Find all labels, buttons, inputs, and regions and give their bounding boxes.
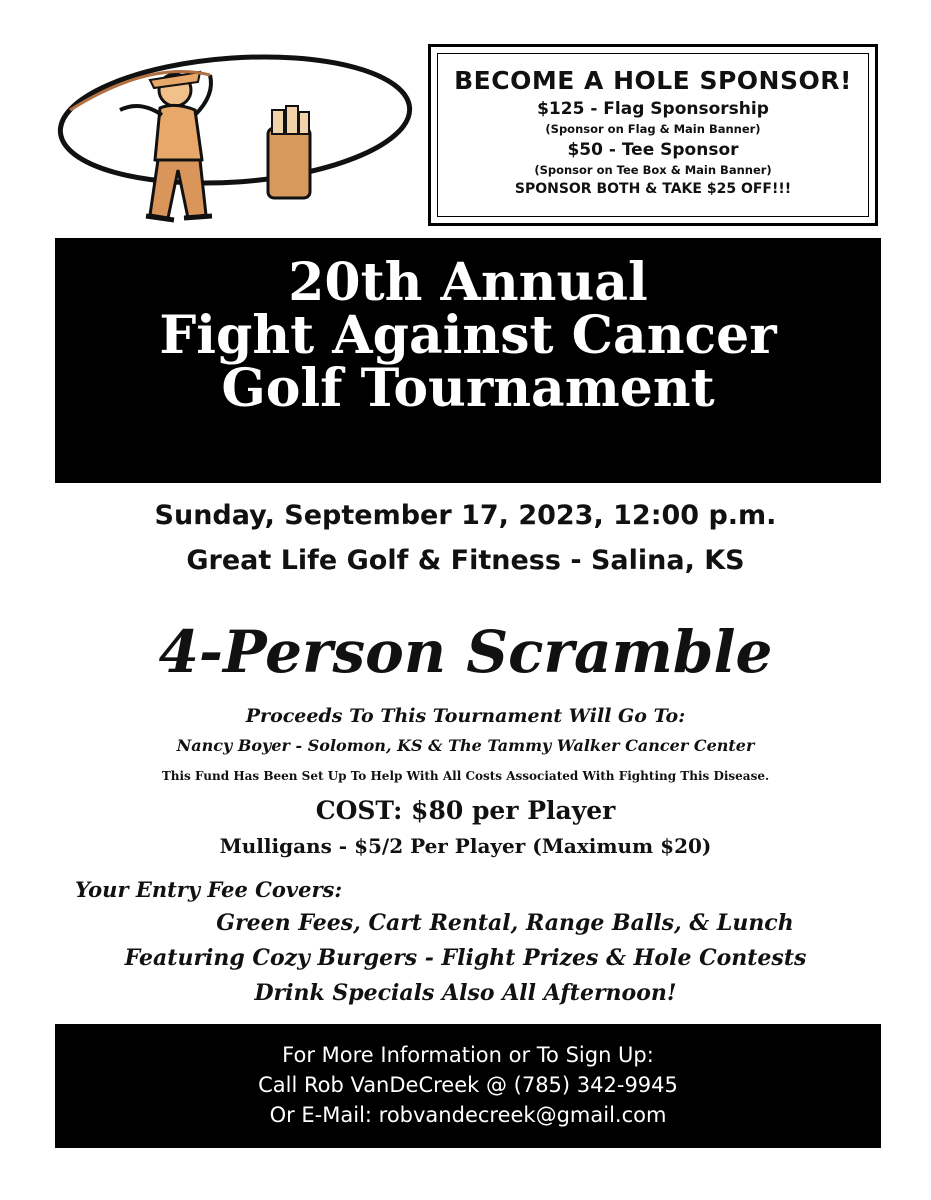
sponsor-box [428,44,878,226]
contact-phone: Call Rob VanDeCreek @ (785) 342-9945 [258,1073,678,1097]
proceeds-recipients: Nancy Boyer - Solomon, KS & The Tammy Walker Cancer Center [176,736,755,755]
proceeds-note: This Fund Has Been Set Up To Help With All Costs Associated With Fighting This Disease. [161,769,770,783]
event-format: 4-Person Scramble [158,618,773,686]
proceeds-heading: Proceeds To This Tournament Will Go To: [245,705,686,727]
tee-sponsor-note: (Sponsor on Tee Box & Main Banner) [534,163,772,177]
contact-line-1: For More Information or To Sign Up: [282,1043,654,1067]
event-date-time: Sunday, September 17, 2023, 12:00 p.m. [154,500,777,531]
sponsor-both-offer: SPONSOR BOTH & TAKE $25 OFF!!! [514,181,792,197]
title-line-3: Golf Tournament [221,358,715,420]
entry-heading: Your Entry Fee Covers: [75,877,343,902]
entry-line-1: Green Fees, Cart Rental, Range Balls, & Lunch [216,910,794,936]
golfer-illustration [50,40,420,240]
tee-sponsor: $50 - Tee Sponsor [567,140,739,160]
title-banner [55,238,881,483]
contact-email: Or E-Mail: robvandecreek@gmail.com [269,1103,667,1127]
flag-sponsorship: $125 - Flag Sponsorship [537,99,769,119]
entry-line-3: Drink Specials Also All Afternoon! [254,980,677,1006]
entry-line-2: Featuring Cozy Burgers - Flight Prizes & Hole Contests [124,945,807,971]
flag-sponsorship-note: (Sponsor on Flag & Main Banner) [545,122,761,136]
title-line-2: Fight Against Cancer [159,305,777,367]
event-location: Great Life Golf & Fitness - Salina, KS [186,545,745,576]
cost-mulligans: Mulligans - $5/2 Per Player (Maximum $20) [219,834,712,858]
cost-price: COST: $80 per Player [315,796,616,825]
contact-banner [55,1024,881,1148]
title-line-1: 20th Annual [288,252,648,313]
sponsor-title: BECOME A HOLE SPONSOR! [454,66,852,95]
